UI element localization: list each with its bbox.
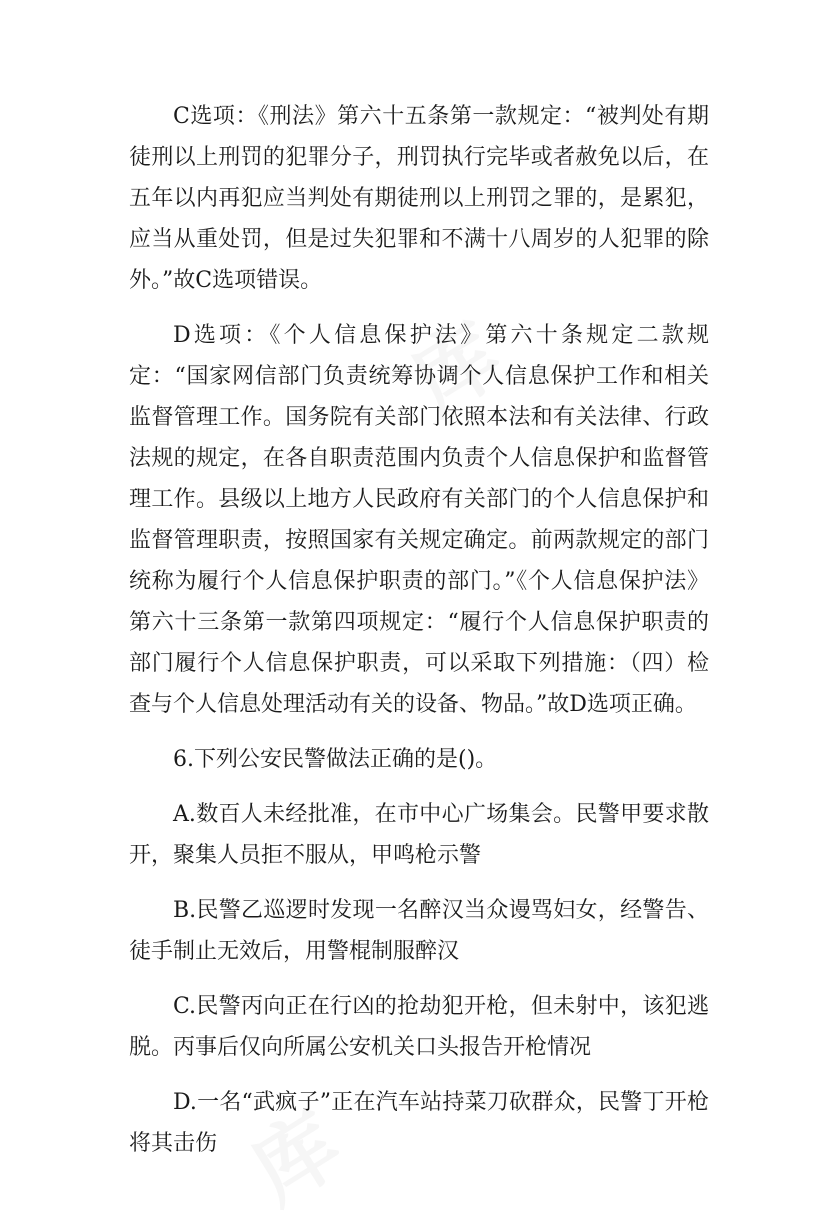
- question-6-option-b: B.民警乙巡逻时发现一名醉汉当众谩骂妇女，经警告、徒手制止无效后，用警棍制服醉汉: [129, 898, 709, 964]
- question-6-option-c: C.民警丙向正在行凶的抢劫犯开枪，但未射中，该犯逃脱。丙事后仅向所属公安机关口头报告开枪情况: [129, 994, 709, 1060]
- question-6-stem: 6.下列公安民警做法正确的是()。: [173, 747, 498, 772]
- question-6-option-d: D.一名“武疯子”正在汽车站持菜刀砍群众，民警丁开枪将其击伤: [129, 1090, 709, 1156]
- question-6-option-a: A.数百人未经批准，在市中心广场集会。民警甲要求散开，聚集人员拒不服从，甲鸣枪示警: [129, 802, 709, 868]
- paragraph-option-c-explanation: C选项：《刑法》第六十五条第一款规定：“被判处有期徒刑以上刑罚的犯罪分子，刑罚执行完毕或者赦免以后，在五年以内再犯应当判处有期徒刑以上刑罚之罪的，是累犯，应当从重处罚，但是过失犯罪和不满十八周岁的人犯罪的除外。”故C选项错误。: [129, 104, 709, 293]
- document-body: [129, 96, 709, 1178]
- paragraph-option-d-explanation: D选项：《个人信息保护法》第六十条规定二款规定：“国家网信部门负责统筹协调个人信息保护工作和相关监督管理工作。国务院有关部门依照本法和有关法律、行政法规的规定，在各自职责范围内负责个人信息保护和监督管理工作。县级以上地方人民政府有关部门的个人信息保护和监督管理职责，按照国家有关规定确定。前两款规定的部门统称为履行个人信息保护职责的部门。”《个人信息保护法》第六十三条第一款第四项规定：“履行个人信息保护职责的部门履行个人信息保护职责，可以采取下列措施：（四）检查与个人信息处理活动有关的设备、物品。”故D选项正确。: [129, 323, 709, 717]
